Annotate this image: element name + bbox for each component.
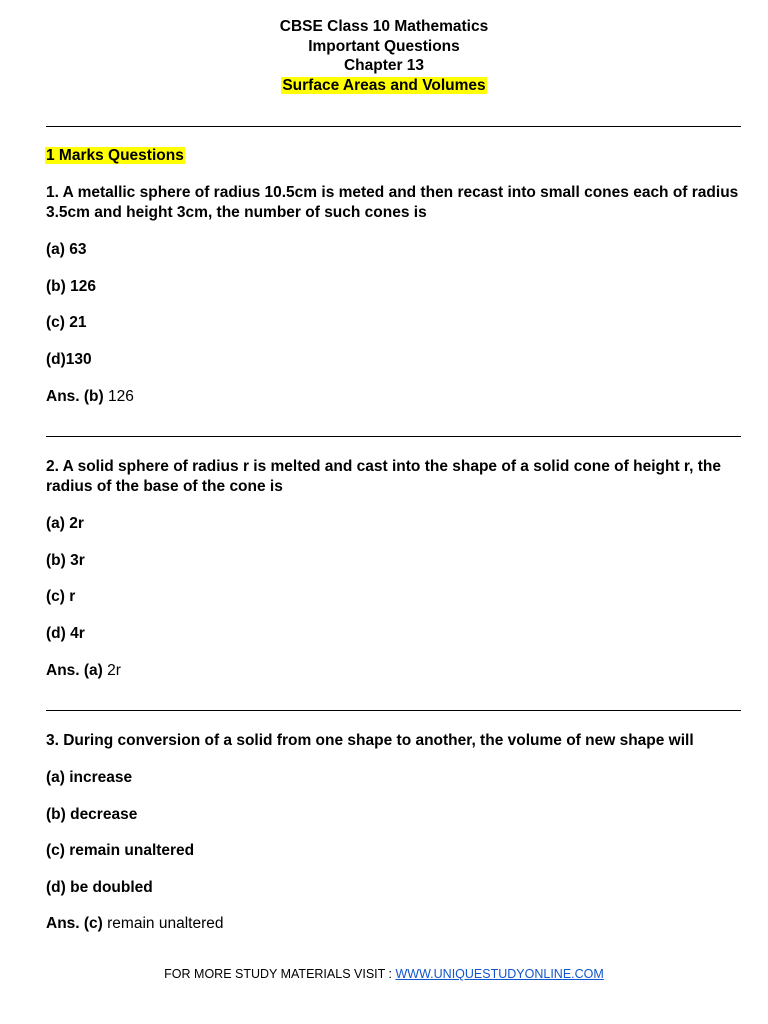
section-title-text: 1 Marks Questions [46,147,184,164]
header-chapter-name: Surface Areas and Volumes [282,76,486,94]
option-d: (d) 4r [46,625,85,642]
footer [0,966,768,982]
option-b: (b) 3r [46,552,85,569]
question-block-1 [46,183,746,413]
option-b: (b) 126 [46,278,96,295]
footer-website-link[interactable]: WWW.UNIQUESTUDYONLINE.COM [395,967,604,981]
answer-text: remain unaltered [102,915,224,932]
option-c: (c) 21 [46,314,87,331]
question-text: 1. A metallic sphere of radius 10.5cm is meted and then recast into small cones each of radius 3.5cm and height 3cm, the number of such cones is [46,184,739,221]
answer-label: Ans. (a) [46,662,103,679]
answer-text: 126 [103,388,134,405]
option-c: (c) r [46,588,76,605]
question-text: 3. During conversion of a solid from one shape to another, the volume of new shape will [46,732,694,749]
question-block-2 [46,457,746,687]
option-a: (a) increase [46,769,133,786]
answer [46,914,223,934]
option-a: (a) 63 [46,241,87,258]
option-d: (d)130 [46,351,92,368]
answer-label: Ans. (c) [46,915,103,932]
option-b: (b) decrease [46,806,138,823]
question-text: 2. A solid sphere of radius r is melted and cast into the shape of a solid cone of height r, the radius of the base of the cone is [46,458,721,495]
header-chapter: Chapter 13 [343,57,425,74]
option-c: (c) remain unaltered [46,842,195,859]
document-header [0,17,768,95]
section-title [45,146,185,165]
answer [46,661,121,681]
footer-text: FOR MORE STUDY MATERIALS VISIT : [164,967,396,981]
option-a: (a) 2r [46,515,84,532]
answer-label: Ans. (b) [46,388,104,405]
answer [46,387,134,407]
divider [46,710,741,711]
answer-text: 2r [102,662,121,679]
divider [46,436,741,437]
divider [46,126,741,127]
option-d: (d) be doubled [46,879,153,896]
header-subtitle: Important Questions [308,37,460,55]
header-course-title: CBSE Class 10 Mathematics [279,18,489,35]
question-block-3 [46,731,746,941]
